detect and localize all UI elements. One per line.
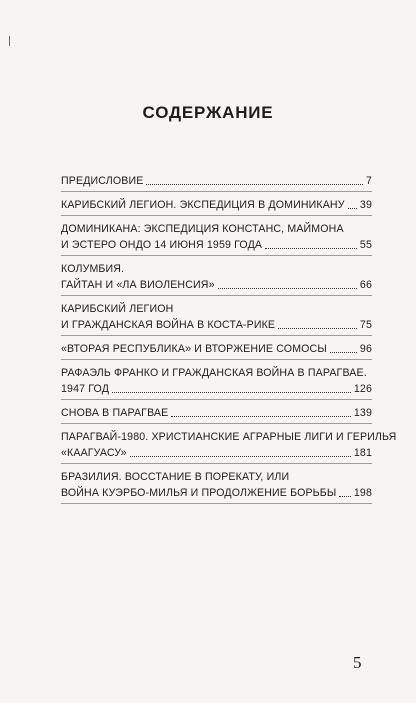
- dot-leader: [339, 495, 350, 497]
- toc-entry: [61, 197, 372, 216]
- toc-page-number: 181: [353, 447, 372, 459]
- table-of-contents: [61, 173, 397, 509]
- toc-entry: [61, 261, 372, 296]
- toc-entry: [61, 429, 397, 464]
- toc-entry-last-line: [61, 317, 372, 333]
- dot-leader: [330, 351, 357, 353]
- toc-entry: [61, 469, 372, 504]
- toc-page-number: 126: [353, 383, 372, 395]
- toc-entry-last-line: [61, 405, 372, 421]
- toc-page-number: 75: [359, 319, 372, 331]
- page-edge-mark: [9, 36, 10, 46]
- toc-entry-text: РАФАЭЛЬ ФРАНКО И ГРАЖДАНСКАЯ ВОЙНА В ПАРАГВАЕ.: [61, 367, 367, 379]
- dot-leader: [278, 327, 357, 329]
- toc-entry-last-line: [61, 277, 372, 293]
- toc-entry-line: [61, 429, 397, 445]
- dot-leader: [171, 415, 351, 417]
- toc-entry-text: И ГРАЖДАНСКАЯ ВОЙНА В КОСТА-РИКЕ: [61, 319, 276, 331]
- toc-entry: [61, 221, 372, 256]
- toc-entry: [61, 301, 372, 336]
- dot-leader: [146, 183, 363, 185]
- toc-page-number: 139: [353, 407, 372, 419]
- toc-entry-text: КАРИБСКИЙ ЛЕГИОН: [61, 303, 174, 315]
- toc-entry-line: [61, 469, 372, 485]
- toc-entry-text: КАРИБСКИЙ ЛЕГИОН. ЭКСПЕДИЦИЯ В ДОМИНИКАНУ: [61, 199, 345, 211]
- toc-page-number: 55: [359, 239, 372, 251]
- toc-entry-line: [61, 261, 372, 277]
- page-title: СОДЕРЖАНИЕ: [142, 103, 274, 122]
- toc-entry-last-line: [61, 445, 372, 461]
- toc-entry-last-line: [61, 485, 372, 501]
- toc-page-number: 39: [359, 199, 372, 211]
- toc-entry-text: 1947 ГОД: [61, 383, 110, 395]
- toc-entry-last-line: [61, 341, 372, 357]
- toc-entry-text: ПАРАГВАЙ-1980. ХРИСТИАНСКИЕ АГРАРНЫЕ ЛИГИ И ГЕРИЛЬЯ: [61, 431, 397, 443]
- toc-entry-text: ГАЙТАН И «ЛА ВИОЛЕНСИЯ»: [61, 279, 215, 291]
- dot-leader: [130, 455, 351, 457]
- toc-entry-last-line: [61, 197, 372, 213]
- dot-leader: [112, 391, 351, 393]
- dot-leader: [218, 287, 357, 289]
- toc-entry-last-line: [61, 173, 372, 189]
- dot-leader: [348, 207, 357, 209]
- toc-entry-text: «КААГУАСУ»: [61, 447, 127, 459]
- toc-page-number: 7: [365, 175, 372, 187]
- toc-page-number: 66: [359, 279, 372, 291]
- toc-entry-text: И ЭСТЕРО ОНДО 14 ИЮНЯ 1959 ГОДА: [61, 239, 263, 251]
- toc-entry-line: [61, 301, 372, 317]
- toc-entry: [61, 405, 372, 424]
- toc-entry-last-line: [61, 237, 372, 253]
- toc-page-number: 198: [353, 487, 372, 499]
- toc-entry-text: ВОЙНА КУЭРБО-МИЛЬЯ И ПРОДОЛЖЕНИЕ БОРЬБЫ: [61, 487, 337, 499]
- toc-entry-line: [61, 221, 372, 237]
- toc-entry-text: ДОМИНИКАНА: ЭКСПЕДИЦИЯ КОНСТАНС, МАЙМОНА: [61, 223, 344, 235]
- toc-entry-last-line: [61, 381, 372, 397]
- toc-entry-text: «ВТОРАЯ РЕСПУБЛИКА» И ВТОРЖЕНИЕ СОМОСЫ: [61, 343, 327, 355]
- toc-entry: [61, 173, 372, 192]
- toc-entry-text: КОЛУМБИЯ.: [61, 263, 125, 275]
- dot-leader: [265, 247, 357, 249]
- toc-entry: [61, 365, 372, 400]
- toc-entry-text: БРАЗИЛИЯ. ВОССТАНИЕ В ПОРЕКАТУ, ИЛИ: [61, 471, 290, 483]
- toc-entry-text: СНОВА В ПАРАГВАЕ: [61, 407, 169, 419]
- toc-page-number: 96: [359, 343, 372, 355]
- toc-entry-text: ПРЕДИСЛОВИЕ: [61, 175, 144, 187]
- page-number: 5: [353, 653, 362, 672]
- toc-entry: [61, 341, 372, 360]
- toc-entry-line: [61, 365, 372, 381]
